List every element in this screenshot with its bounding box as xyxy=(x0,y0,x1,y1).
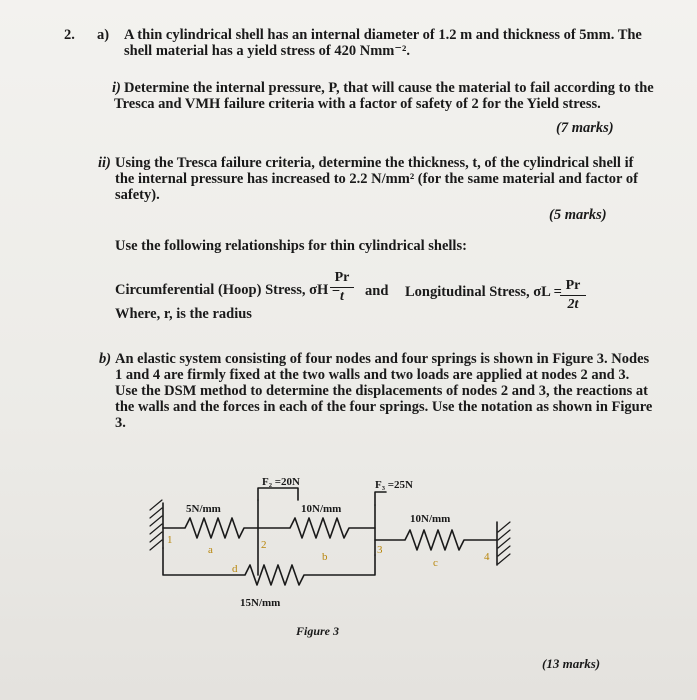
node-label-3: 3 xyxy=(377,544,383,556)
part-a-label: a) xyxy=(97,27,110,43)
sub-i-marks: (7 marks) xyxy=(556,120,614,136)
spring-b xyxy=(258,518,375,538)
hoop-fraction xyxy=(330,270,354,304)
hoop-stress-label: Circumferential (Hoop) Stress, σH = xyxy=(115,282,341,298)
spring-c xyxy=(375,530,497,550)
sub-ii-line-3: safety). xyxy=(115,187,160,203)
long-fraction xyxy=(560,278,586,312)
spring-d xyxy=(163,548,375,585)
part-a-line-2: shell material has a yield stress of 420 Nmm⁻². xyxy=(124,43,410,59)
right-wall-hatching xyxy=(498,522,510,564)
sub-ii-label: ii) xyxy=(98,155,111,171)
sub-ii-marks: (5 marks) xyxy=(549,207,607,223)
spring-a xyxy=(163,518,258,538)
part-b-line-5: 3. xyxy=(115,415,126,431)
hoop-denominator: t xyxy=(340,289,344,304)
spring-b-stiffness: 10N/mm xyxy=(301,503,342,515)
relationships-intro: Use the following relationships for thin cylindrical shells: xyxy=(115,238,467,254)
sub-i-line-1: Determine the internal pressure, P, that will cause the material to fail according to the xyxy=(124,80,654,96)
where-radius-text: Where, r, is the radius xyxy=(115,306,252,322)
left-wall-hatching xyxy=(150,500,162,550)
part-b-line-1: An elastic system consisting of four nodes and four springs is shown in Figure 3. Nodes xyxy=(115,351,650,367)
spring-letter-a: a xyxy=(208,544,213,556)
part-b-line-3: Use the DSM method to determine the displacements of nodes 2 and 3, the reactions at xyxy=(115,383,648,399)
long-numerator: Pr xyxy=(565,278,581,293)
spring-d-stiffness: 15N/mm xyxy=(240,597,281,609)
node-label-4: 4 xyxy=(484,551,490,563)
load-f3-label: F₃ =25N xyxy=(375,479,413,491)
figure-caption: Figure 3 xyxy=(296,624,340,638)
part-b-label: b) xyxy=(99,351,112,367)
spring-letter-d: d xyxy=(232,563,238,575)
node-label-2: 2 xyxy=(261,539,267,551)
part-b-line-4: the walls and the forces in each of the four springs. Use the notation as shown in Figure xyxy=(115,399,653,415)
spring-letter-c: c xyxy=(433,557,438,569)
hoop-numerator: Pr xyxy=(334,270,350,285)
and-word: and xyxy=(365,283,389,299)
load-f3-line xyxy=(375,492,386,505)
sub-i-label: i) xyxy=(112,80,121,96)
question-number: 2. xyxy=(64,27,75,43)
spring-letter-b: b xyxy=(322,551,328,563)
long-denominator: 2t xyxy=(567,297,579,312)
part-b-line-2: 1 and 4 are firmly fixed at the two walls and two loads are applied at nodes 2 and 3. xyxy=(115,367,630,383)
spring-c-stiffness: 10N/mm xyxy=(410,513,451,525)
longitudinal-stress-label: Longitudinal Stress, σL = xyxy=(405,284,562,300)
load-f2-label: F₂ =20N xyxy=(262,476,300,488)
sub-i-line-2: Tresca and VMH failure criteria with a factor of safety of 2 for the Yield stress. xyxy=(114,96,601,112)
load-f2-line xyxy=(258,488,298,500)
part-a-line-1: A thin cylindrical shell has an internal diameter of 1.2 m and thickness of 5mm. The xyxy=(124,27,642,43)
hoop-fraction-bar xyxy=(330,287,354,288)
part-b-marks: (13 marks) xyxy=(542,656,601,671)
sub-ii-line-1: Using the Tresca failure criteria, determine the thickness, t, of the cylindrical shell if xyxy=(115,155,634,171)
spring-a-stiffness: 5N/mm xyxy=(186,503,221,515)
sub-ii-line-2: the internal pressure has increased to 2.2 N/mm² (for the same material and factor of xyxy=(115,171,638,187)
long-fraction-bar xyxy=(560,295,586,296)
node-label-1: 1 xyxy=(167,534,173,546)
